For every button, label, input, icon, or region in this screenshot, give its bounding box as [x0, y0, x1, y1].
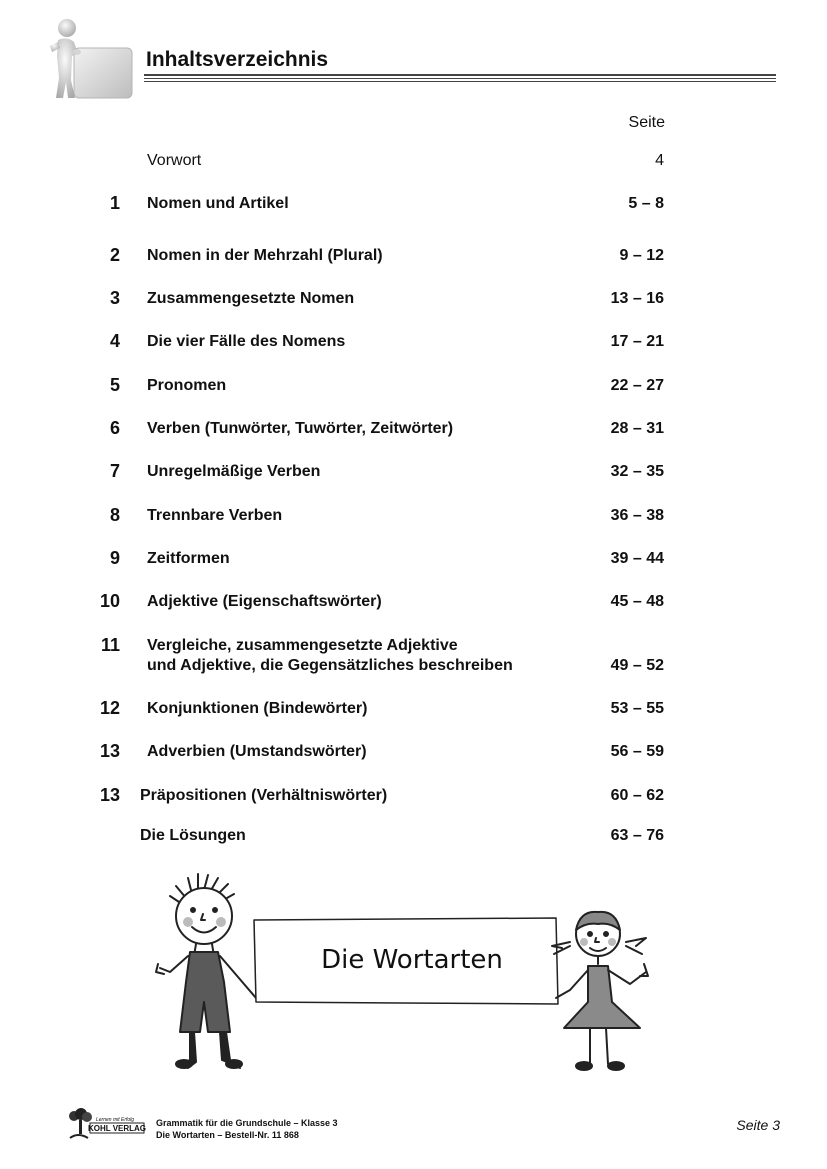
- toc-entry-number: 11: [100, 635, 120, 655]
- toc-entry-label: Trennbare Verben: [147, 507, 283, 524]
- toc-entry-number: 5: [109, 375, 120, 395]
- toc-entry-pages: 28 – 31: [610, 420, 664, 437]
- footer-title-line: Grammatik für die Grundschule – Klasse 3: [156, 1118, 338, 1128]
- pages-column-heading: Seite: [628, 114, 665, 131]
- toc-entry-label: Adverbien (Umstandswörter): [147, 743, 367, 760]
- toc-entry-number: 1: [109, 193, 120, 213]
- svg-text:KOHL VERLAG: KOHL VERLAG: [87, 1124, 146, 1133]
- toc-entry-number: 3: [109, 288, 120, 308]
- toc-entry-number: 4: [109, 331, 120, 351]
- toc-entry-label: Präpositionen (Verhältniswörter): [140, 787, 388, 804]
- toc-entry-pages: 5 – 8: [628, 195, 664, 212]
- girl-figure-icon: [552, 912, 648, 1070]
- toc-entry-pages: 22 – 27: [610, 377, 664, 394]
- title-rule-thin-2: [144, 81, 776, 82]
- toc-entry-pages: 56 – 59: [610, 743, 664, 760]
- toc-entry-number: 7: [109, 461, 120, 481]
- toc-entry-pages: 32 – 35: [610, 463, 664, 480]
- toc-entry-pages: 36 – 38: [610, 507, 664, 524]
- toc-entry-number: 2: [109, 245, 120, 265]
- banner-text: Die Wortarten: [321, 945, 503, 975]
- toc-entry-pages: 4: [655, 152, 664, 169]
- footer-page-number: Seite 3: [736, 1117, 780, 1133]
- toc-entry-number: 9: [109, 548, 120, 568]
- toc-entry-number: 13: [99, 785, 120, 805]
- toc-entry-label: Verben (Tunwörter, Tuwörter, Zeitwörter): [147, 420, 454, 437]
- toc-entry-label: Unregelmäßige Verben: [147, 463, 321, 480]
- toc-entry-label: Vorwort: [147, 152, 202, 169]
- title-rule-thick: [144, 74, 776, 76]
- toc-entry-label: Die Lösungen: [140, 827, 246, 844]
- toc-entry-pages: 9 – 12: [619, 247, 664, 264]
- toc-entry-label: Vergleiche, zusammengesetzte Adjektive: [147, 637, 458, 654]
- boy-figure-icon: [156, 874, 256, 1068]
- page-title: Inhaltsverzeichnis: [146, 48, 329, 71]
- toc-entry-pages: 49 – 52: [610, 657, 664, 674]
- kohl-verlag-logo: [66, 1108, 146, 1146]
- footer-order-line: Die Wortarten – Bestell-Nr. 11 868: [156, 1130, 299, 1140]
- toc-entry-pages: 45 – 48: [610, 593, 664, 610]
- toc-entry-pages: 63 – 76: [610, 827, 664, 844]
- toc-entry-number: 6: [109, 418, 120, 438]
- toc-entry-number: 13: [99, 741, 120, 761]
- toc-entry-pages: 13 – 16: [610, 290, 664, 307]
- toc-entry-number: 10: [99, 591, 120, 611]
- toc-entry-pages: 17 – 21: [610, 333, 664, 350]
- svg-text:Lernen mit Erfolg: Lernen mit Erfolg: [96, 1117, 135, 1123]
- toc-entry-label-line2: und Adjektive, die Gegensätzliches beschreiben: [147, 657, 513, 674]
- toc-entry-pages: 53 – 55: [610, 700, 664, 717]
- title-rule-thin-1: [144, 78, 776, 79]
- toc-entry-label: Adjektive (Eigenschaftswörter): [147, 593, 382, 610]
- toc-entry-label: Nomen in der Mehrzahl (Plural): [147, 247, 383, 264]
- toc-entry-label: Zeitformen: [147, 550, 230, 567]
- toc-entry-label: Die vier Fälle des Nomens: [147, 333, 346, 350]
- toc-entry-label: Zusammengesetzte Nomen: [147, 290, 355, 307]
- toc-entry-label: Konjunktionen (Bindewörter): [147, 700, 368, 717]
- header-figure-icon: [44, 16, 134, 100]
- toc-entry-label: Pronomen: [147, 377, 227, 394]
- toc-entry-pages: 60 – 62: [610, 787, 664, 804]
- toc-entry-pages: 39 – 44: [610, 550, 664, 567]
- kids-banner-illustration: [140, 872, 680, 1082]
- toc-entry-number: 8: [109, 505, 120, 525]
- toc-entry-label: Nomen und Artikel: [147, 195, 289, 212]
- toc-entry-number: 12: [99, 698, 120, 718]
